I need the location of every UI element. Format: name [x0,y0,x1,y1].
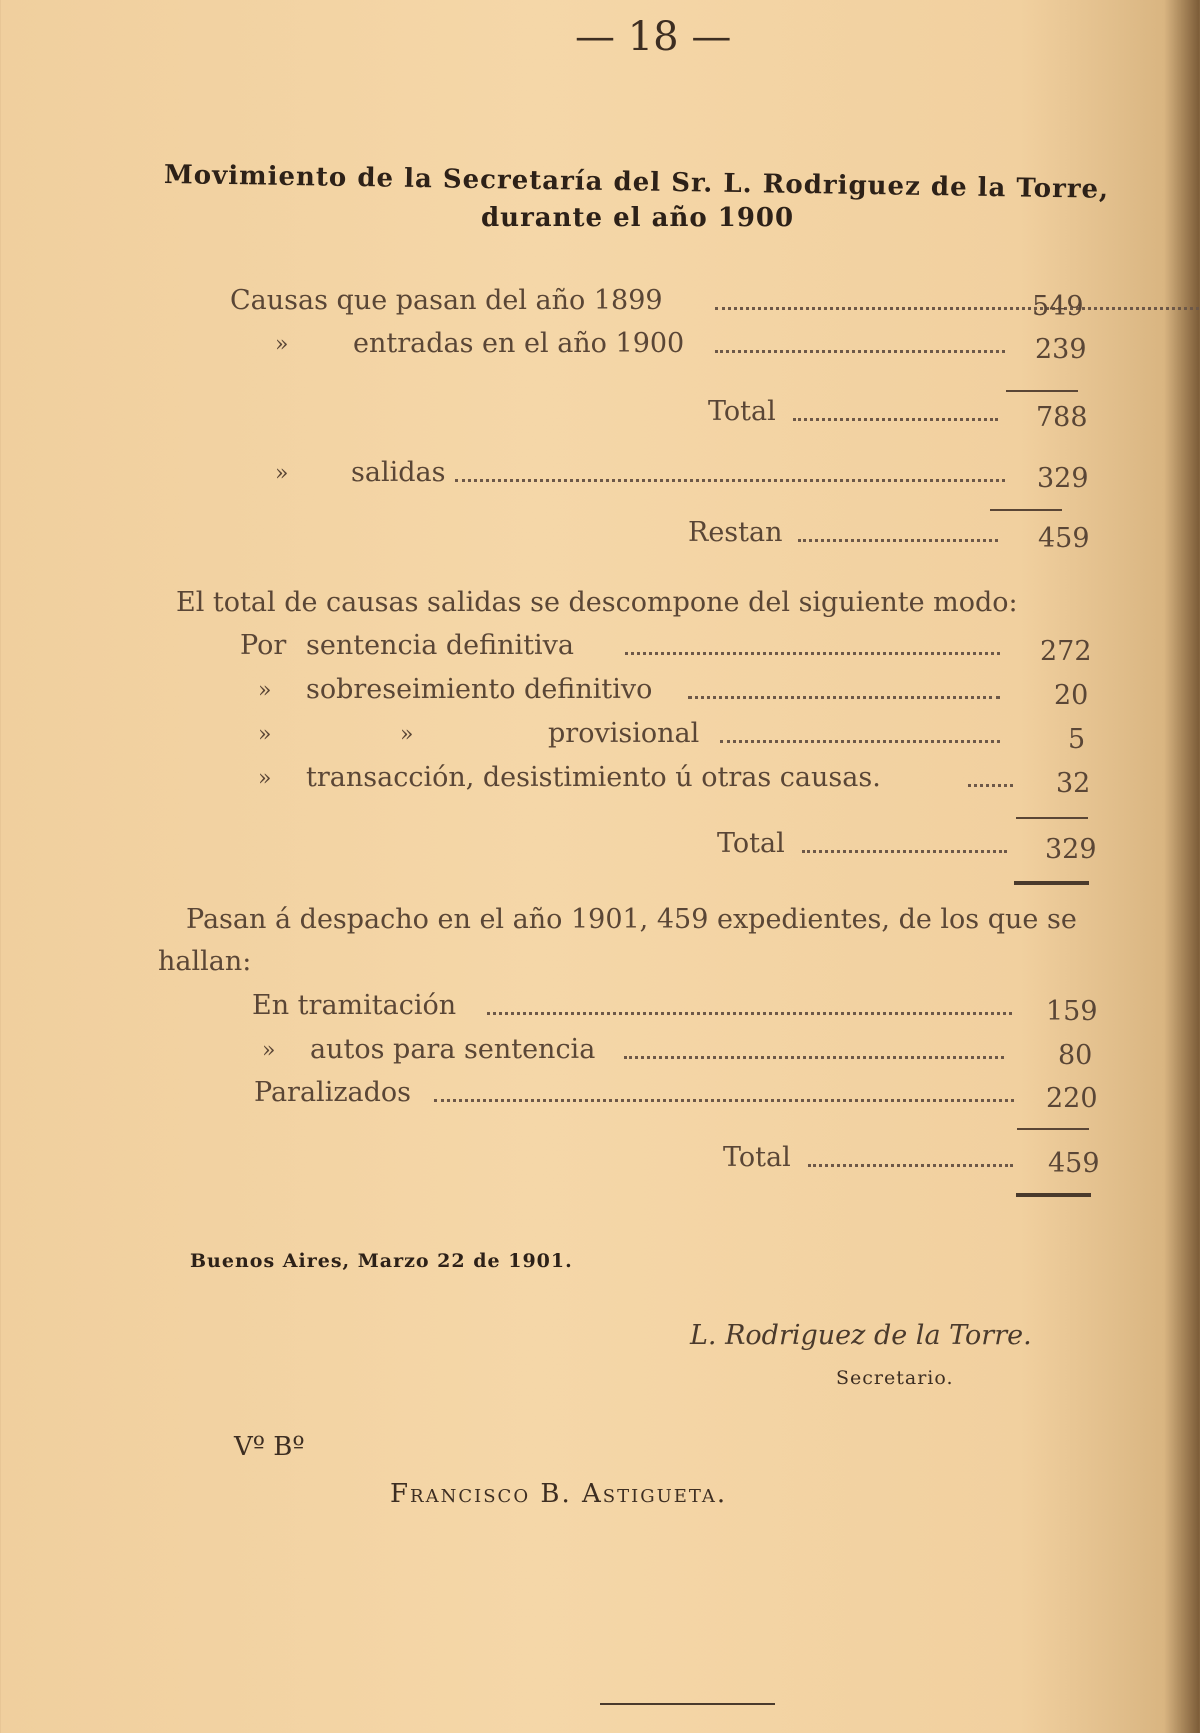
sum-rule [1006,390,1078,392]
row-value: 329 [1045,834,1097,865]
table-row [252,990,1098,1027]
leader-dots [808,1164,1013,1167]
row-label: sobreseimiento definitivo [306,674,653,705]
title-line-1: Movimiento de la Secretaría del Sr. L. Rodriguez de la Torre, [163,160,1110,205]
leader-dots [624,1056,1004,1059]
table-row [275,328,1087,365]
table-row [717,828,1097,864]
row-value: 20 [1054,680,1089,711]
row-value: 549 [1032,291,1084,322]
row-label: sentencia definitiva [306,630,575,661]
table-row [258,674,1088,710]
signature-role: Secretario. [836,1367,954,1389]
leader-dots [434,1099,1014,1102]
ditto-mark: » [258,766,272,791]
leader-dots [625,652,1000,655]
row-value: 329 [1037,463,1089,494]
row-label: En tramitación [252,990,457,1021]
row-label: Restan [688,517,783,548]
table-row [262,1034,1092,1070]
leader-dots [715,350,1005,353]
row-label: Paralizados [254,1077,412,1108]
leader-dots [798,539,998,542]
row-value: 459 [1038,523,1090,554]
row-label: Causas que pasan del año 1899 [230,285,663,316]
ditto-mark: » [262,1038,276,1063]
ditto-mark: » [258,678,272,703]
row-prefix: Por [240,630,287,661]
leader-dots [802,850,1007,853]
approval-name: Francisco B. Astigueta. [390,1479,728,1509]
sum-rule [1017,1128,1089,1130]
ditto-mark: » [258,722,272,747]
row-label: Total [708,396,776,427]
row-value: 32 [1056,768,1091,799]
table-row [688,517,1088,553]
total-double-rule [1014,881,1089,885]
table-row [254,1077,1098,1114]
row-label: provisional [548,718,700,749]
dispatch-intro-line-2: hallan: [158,946,252,977]
total-double-rule [1016,1193,1091,1197]
leader-dots [455,479,1005,482]
ditto-mark: » [275,461,289,486]
row-value: 159 [1046,996,1098,1027]
table-row [275,457,1089,494]
dispatch-intro-line-1: Pasan á despacho en el año 1901, 459 expedientes, de los que se [186,904,1077,935]
leader-dots [968,784,1013,787]
ditto-mark: » [400,722,414,747]
ditto-mark: » [275,332,289,357]
table-row [230,285,1084,322]
table-row [708,396,1088,432]
signature-name: L. Rodriguez de la Torre. [690,1320,1032,1351]
row-label: Total [723,1142,791,1173]
row-label: salidas [351,457,446,488]
table-row [258,718,1088,754]
row-label: Total [717,828,785,859]
leader-dots [715,307,1200,310]
title-line-2: durante el año 1900 [481,203,795,233]
place-date: Buenos Aires, Marzo 22 de 1901. [190,1250,573,1272]
page-number: — 18 — [575,14,732,60]
leader-dots [720,740,1000,743]
sum-rule [1016,817,1088,819]
row-label: entradas en el año 1900 [353,328,685,359]
sum-rule [990,509,1062,511]
leader-dots [688,696,1000,699]
breakdown-intro: El total de causas salidas se descompone del siguiente modo: [176,587,1018,618]
row-label: transacción, desistimiento ú otras causas. [306,762,881,793]
row-value: 220 [1046,1083,1098,1114]
leader-dots [487,1012,1012,1015]
approval-mark: Vº Bº [234,1432,305,1462]
table-row [723,1142,1103,1178]
row-value: 788 [1036,402,1088,433]
table-row [258,762,1091,799]
leader-dots [793,418,998,421]
row-value: 459 [1048,1148,1100,1179]
bottom-rule [600,1703,775,1705]
row-value: 239 [1035,334,1087,365]
row-value: 80 [1058,1040,1093,1071]
table-row [240,630,1090,666]
row-label: autos para sentencia [310,1034,596,1065]
row-value: 5 [1068,724,1086,755]
row-value: 272 [1040,636,1092,667]
